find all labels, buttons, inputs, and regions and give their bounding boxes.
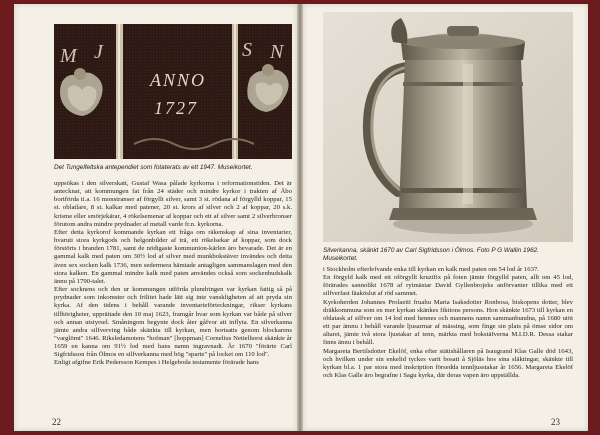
left-page bbox=[14, 4, 297, 431]
embroidery-anno-text: ANNO bbox=[150, 70, 207, 90]
left-paragraph: uppsökas i den silverskatt, Gustaf Wasa pålade kyrkorna i reformationstiden. Det är antecknat, att kommungen fat från 24 städer och mindre kyrkor i trakten af Åbo bortförda ti.a. 16 monstranser af förgyllt silver, samt 3 st. rödana af förgylld koppar, 15 st. oblatlare, 8 st. kalkar med patener, 20 st. krors af silver och 2 af koppar, 20 s.k. krisme eller smörjekärar, 4 rökelsemenar af koppar och ett af silver samt 2 silverbronser förutom andra mindre prydnader af metall varde fr.n. kyrkorna. bbox=[54, 180, 292, 228]
left-paragraph: Enligt afgifne Erik Pedersson Kempes i Helgeboda testamente förärade hans bbox=[54, 359, 259, 367]
tankard-image bbox=[323, 12, 573, 242]
right-page-number: 23 bbox=[551, 417, 560, 427]
right-body-text bbox=[323, 266, 573, 380]
embroidery-letter-s: S bbox=[242, 39, 252, 61]
right-photo-caption bbox=[323, 247, 573, 263]
embroidery-image bbox=[54, 24, 292, 159]
embroidery-photo bbox=[54, 24, 292, 159]
caption-line: Silverkanna, skänkt 1670 av Carl Sigfridsson i Ölmos. Foto P G Wallin 1962. bbox=[323, 247, 539, 254]
left-photo-caption: Det Tungelfeltska antependiet som fotaterats av ett 1947. Museikortet. bbox=[54, 164, 253, 171]
embroidery-letter-j: J bbox=[94, 41, 103, 63]
right-paragraph: i Stockholm efterlefvande enka till kyrkan en kalk med paten om 54 lod år 1637. bbox=[323, 266, 539, 273]
right-paragraph: Margareta Bertilsdotter Ekelöf, enka efter stättshållaren på Isaugrand Klas Galle död 1643, och hvilken under sin enkelid tyckes varit bosatt å Sjöläs hos sina släktingar, skänkte till kyrkan bl.a. 1 par stora med inskription försedda tennljusstakar år 1656. Margareta Ekelöf och Klas Galle äro begrafne i Sagu kyrka, där deras vapen äro uppställda. bbox=[323, 347, 573, 380]
right-page bbox=[303, 4, 588, 431]
left-page-number: 22 bbox=[52, 417, 61, 427]
right-paragraph: En förgyld kalk med ett oförgyllt kruzifix på foten jämte förgylld paten, allt om 45 lod, förärades sannolikt 1678 af rytmästar David Gyllenbrojeks anförvanter tillika med ett silfverfast fäaköslut af röd sammet. bbox=[323, 274, 573, 298]
embroidery-year-text: 1727 bbox=[154, 98, 198, 118]
tankard-photo bbox=[323, 12, 573, 242]
left-paragraph: Efter socknens och den ur kommungen utförda plundringen var kyrkan fattig så på prydnader som inkomster och frilitet hade lätt sig inte vanskligheten af att pryda sin kyrka. Af den tidens i behåll varande inventarieförteckningar, rikser kyrkans tillhörigheter, upprättade den 10 maj 1623, framgår hvar som kyrkan var både på silver och annan utstyrsel. Småningom begynte dock åter gåfvor att inflyta. En silverkanna jämte andra silfverving både skänkta till kyrkan, men bortsatts genom blockarens "varglömt" 1646. Riksledamotens "hofman" [hoppman] Cornelius Nettelhorst skänkte år 1659 en kanna om 91½ lod med hans namn ingravnadt. År 1670 "förärte Carl Sigfridsson från Ölmos en silfverkanna med bög "sparte" på locket om 110 lod". bbox=[54, 286, 292, 359]
left-paragraph: Efter detta kyrkorof kommande kyrkan ett fråga om räkenskap af sina inventarier, hvaruti stora kyrkgods och helgonbilder af trä, ett rökelsekar af koppar, som dock förstörts i branden 1781, samt de nödigaste kommunion-kärlen äro bevarade. Det är en gammal kalk med paten om 30½ lod af silver med munkbokstäver invändes och detta även sex socken kalk 1736, men sedermera hämtade antagligen sammanslagen med den stora kalken. En gammal mindre kalk med paten användes också som sockenbudskalk ännu på 1790-talet. bbox=[54, 228, 292, 285]
caption-line: Museikortet. bbox=[323, 255, 358, 262]
embroidery-letter-n: N bbox=[270, 41, 284, 63]
right-paragraph: Kyrkoherden Johannes Prolaeiti fruahu Maria Isaksdotter Ronbosa, biskopens dotter, blev dräkkommuna som en mer kyrkan skänkes fiktions persons. Hon skänkte 1673 till kyrkan en oblatask af silfver om 14 lod med hennes och mannens namn sammanbundna, på 1680 utöt ett par ämnu i behåll varande ljusarmar af mässing, som finge sin plats på ömse sidor om altaret, jämte två stora ljustakar af tenn, märkta med bokstäfverna M.I.D.R. Dessa stakar finns ännu i behåll. bbox=[323, 298, 573, 347]
left-body-text bbox=[54, 180, 292, 368]
embroidery-letter-m: M bbox=[60, 45, 77, 67]
